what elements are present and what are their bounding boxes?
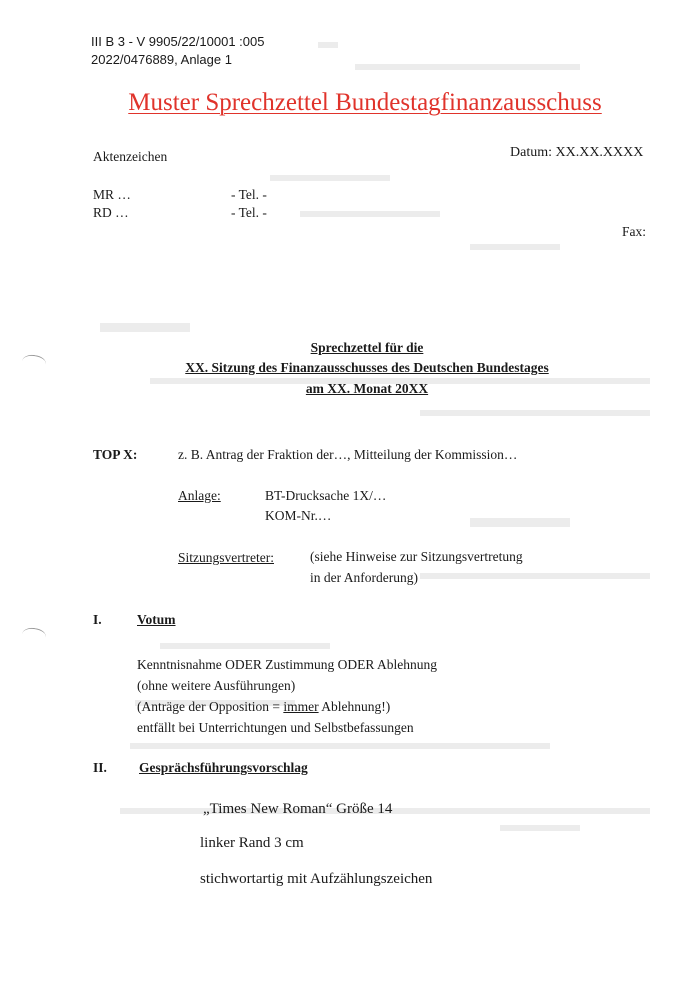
- contact-tel: - Tel. -: [231, 205, 267, 220]
- contact-tel: - Tel. -: [231, 187, 267, 202]
- votum-line-part: Ablehnung!): [318, 699, 391, 714]
- section-2-numeral: II.: [93, 760, 107, 775]
- contact-role: MR …: [93, 187, 131, 202]
- heading-line-2: XX. Sitzung des Finanzausschusses des Deutschen Bundestages: [185, 360, 549, 375]
- gespraech-line: stichwortartig mit Aufzählungszeichen: [200, 871, 433, 887]
- gespraech-line: linker Rand 3 cm: [200, 835, 304, 851]
- top-text: z. B. Antrag der Fraktion der…, Mitteilung der Kommission…: [178, 447, 518, 462]
- section-2-title: Gesprächsführungsvorschlag: [139, 760, 308, 775]
- punch-hole-mark: [21, 626, 47, 644]
- votum-line-part: (Anträge der Opposition =: [137, 699, 284, 714]
- votum-emphasis: immer: [283, 699, 319, 714]
- gespraech-line: „Times New Roman“ Größe 14: [203, 801, 393, 817]
- votum-line: (ohne weitere Ausführungen): [137, 678, 296, 693]
- aktenzeichen-label: Aktenzeichen: [93, 149, 168, 164]
- sitzungsvertreter-label: Sitzungsvertreter:: [178, 550, 274, 565]
- fax-label: Fax:: [622, 224, 647, 239]
- sitzungsvertreter-line: in der Anforderung): [310, 570, 418, 585]
- reference-line-1: III B 3 - V 9905/22/10001 :005: [91, 34, 265, 49]
- top-label: TOP X:: [93, 447, 138, 462]
- votum-line: Kenntnisnahme ODER Zustimmung ODER Ablehnung: [137, 657, 437, 672]
- anlage-item: KOM-Nr.…: [265, 508, 332, 523]
- votum-line: entfällt bei Unterrichtungen und Selbstbefassungen: [137, 720, 414, 735]
- votum-text: [137, 654, 437, 738]
- datum-label: Datum: XX.XX.XXXX: [510, 145, 644, 160]
- document-title: Muster Sprechzettel Bundestagfinanzausschuss: [128, 89, 602, 116]
- heading-line-3: am XX. Monat 20XX: [305, 381, 429, 396]
- contact-role: RD …: [93, 205, 129, 220]
- reference-line-2: 2022/0476889, Anlage 1: [91, 52, 232, 67]
- heading-line-1: Sprechzettel für die: [310, 340, 424, 355]
- anlage-item: BT-Drucksache 1X/…: [265, 488, 387, 503]
- section-1-numeral: I.: [93, 612, 102, 627]
- document-reference: [91, 33, 264, 69]
- section-1-title: Votum: [137, 612, 176, 627]
- sitzungsvertreter-line: (siehe Hinweise zur Sitzungsvertretung: [310, 549, 523, 564]
- anlage-label: Anlage:: [178, 488, 221, 503]
- votum-line: [137, 696, 437, 717]
